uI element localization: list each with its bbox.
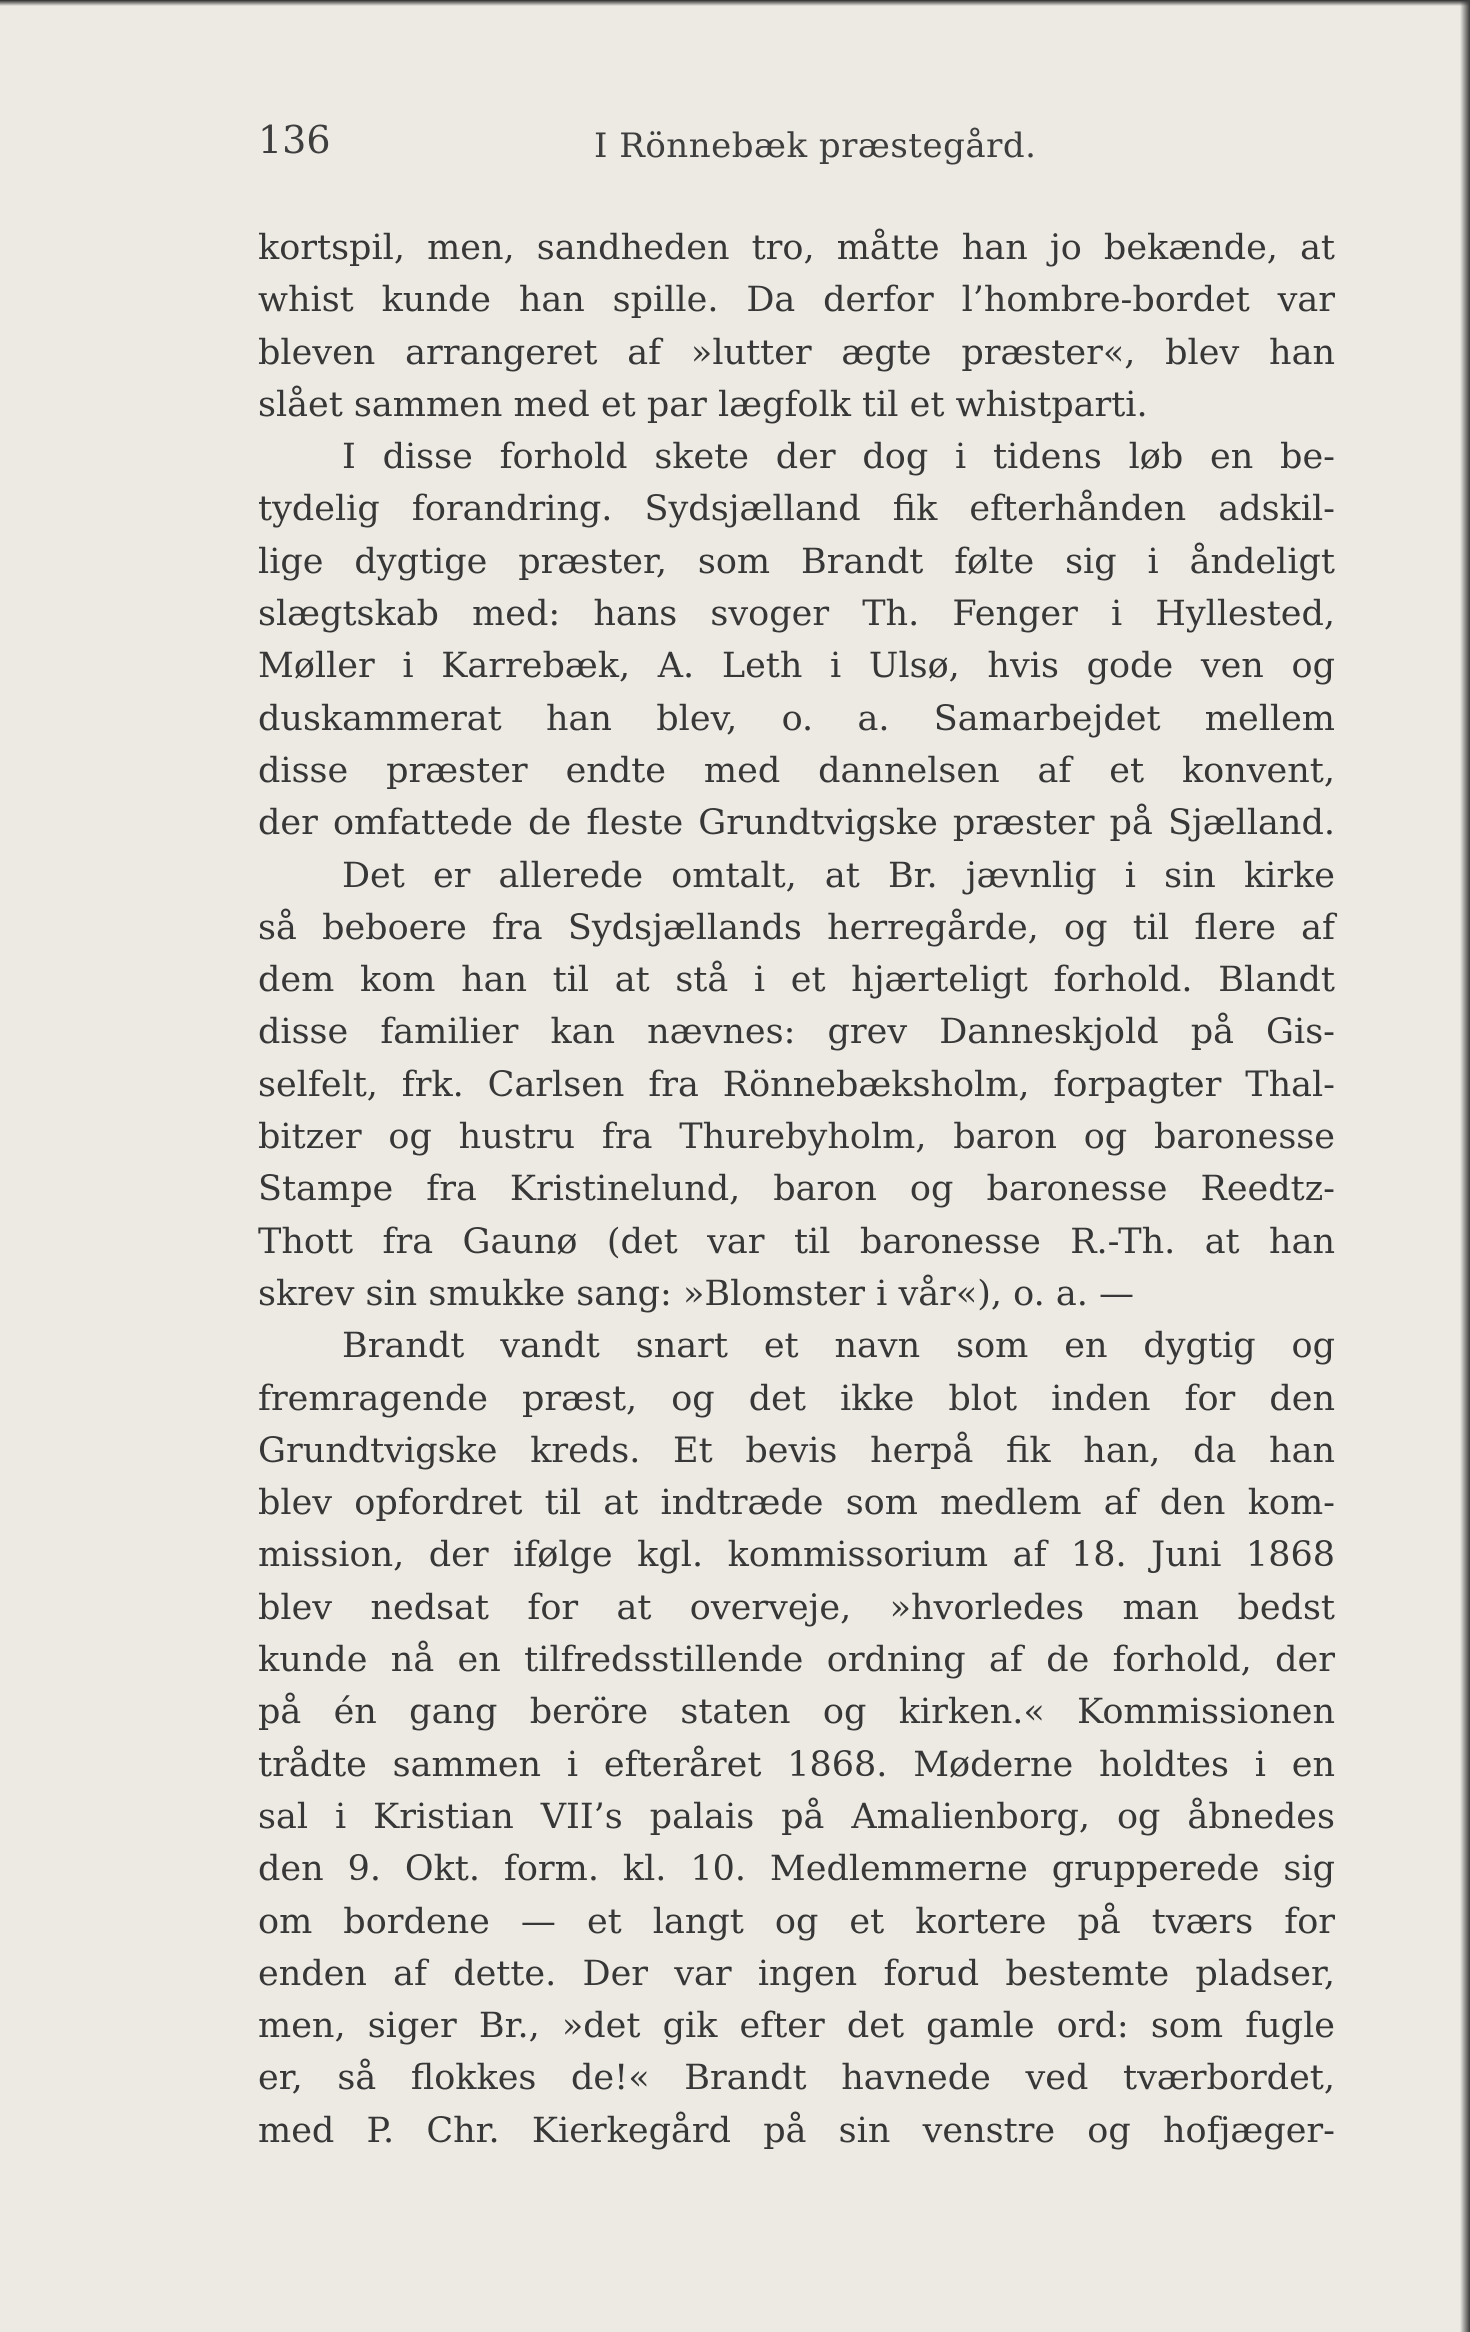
text-line: slægtskab med: hans svoger Th. Fenger i Hyllested, bbox=[258, 594, 1335, 635]
text-line: bitzer og hustru fra Thurebyholm, baron og baronesse bbox=[258, 1117, 1335, 1158]
text-line: trådte sammen i efteråret 1868. Møderne holdtes i en bbox=[258, 1744, 1335, 1785]
scan-right-edge bbox=[1460, 0, 1470, 2332]
text-line: I disse forhold skete der dog i tidens løb en be- bbox=[342, 437, 1335, 478]
text-line: lige dygtige præster, som Brandt følte sig i åndeligt bbox=[258, 541, 1335, 582]
page-number: 136 bbox=[258, 118, 331, 162]
text-line: Grundtvigske kreds. Et bevis herpå fik han, da han bbox=[258, 1430, 1335, 1471]
text-line: mission, der ifølge kgl. kommissorium af 18. Juni 1868 bbox=[258, 1535, 1335, 1576]
text-line: den 9. Okt. form. kl. 10. Medlemmerne grupperede sig bbox=[258, 1849, 1335, 1890]
text-line: Stampe fra Kristinelund, baron og baronesse Reedtz- bbox=[258, 1169, 1335, 1210]
text-line: på én gang beröre staten og kirken.« Kommissionen bbox=[258, 1692, 1335, 1733]
text-line: men, siger Br., »det gik efter det gamle ord: som fugle bbox=[258, 2006, 1335, 2047]
text-line: dem kom han til at stå i et hjærteligt forhold. Blandt bbox=[258, 960, 1335, 1001]
text-line: så beboere fra Sydsjællands herregårde, og til flere af bbox=[258, 907, 1335, 948]
body-text bbox=[258, 222, 1335, 2157]
text-line: kortspil, men, sandheden tro, måtte han jo bekænde, at bbox=[258, 228, 1335, 268]
text-line: Møller i Karrebæk, A. Leth i Ulsø, hvis gode ven og bbox=[258, 646, 1335, 687]
text-line: bleven arrangeret af »lutter ægte præster«, blev han bbox=[258, 332, 1335, 373]
text-line: selfelt, frk. Carlsen fra Rönnebæksholm, forpagter Thal- bbox=[258, 1064, 1335, 1105]
text-line: om bordene — et langt og et kortere på tværs for bbox=[258, 1901, 1335, 1942]
page-header bbox=[258, 118, 1318, 178]
text-line: der omfattede de fleste Grundtvigske præster på Sjælland. bbox=[258, 803, 1335, 844]
text-line: skrev sin smukke sang: »Blomster i vår«), o. a. — bbox=[258, 1273, 1134, 1314]
text-line: whist kunde han spille. Da derfor l’hombre-bordet var bbox=[258, 280, 1335, 321]
scan-top-edge bbox=[0, 0, 1470, 6]
text-line: Brandt vandt snart et navn som en dygtig og bbox=[342, 1326, 1335, 1367]
text-line: enden af dette. Der var ingen forud bestemte pladser, bbox=[258, 1953, 1335, 1994]
text-line: duskammerat han blev, o. a. Samarbejdet mellem bbox=[258, 698, 1335, 739]
text-line: sal i Kristian VII’s palais på Amalienborg, og åbnedes bbox=[258, 1796, 1335, 1837]
text-line: blev nedsat for at overveje, »hvorledes man bedst bbox=[258, 1587, 1335, 1628]
text-line: Thott fra Gaunø (det var til baronesse R.-Th. at han bbox=[258, 1221, 1335, 1262]
text-line: disse præster endte med dannelsen af et konvent, bbox=[258, 750, 1335, 791]
text-line: Det er allerede omtalt, at Br. jævnlig i sin kirke bbox=[342, 855, 1335, 896]
text-line: fremragende præst, og det ikke blot inden for den bbox=[258, 1378, 1335, 1419]
text-line: disse familier kan nævnes: grev Danneskjold på Gis- bbox=[258, 1012, 1335, 1053]
text-line: med P. Chr. Kierkegård på sin venstre og hofjæger- bbox=[258, 2110, 1335, 2151]
text-line: kunde nå en tilfredsstillende ordning af de forhold, der bbox=[258, 1640, 1335, 1681]
text-line: tydelig forandring. Sydsjælland fik efterhånden adskil- bbox=[258, 489, 1335, 530]
text-line: slået sammen med et par lægfolk til et whistparti. bbox=[258, 384, 1148, 425]
text-line: blev opfordret til at indtræde som medlem af den kom- bbox=[258, 1483, 1335, 1524]
text-line: er, så flokkes de!« Brandt havnede ved tværbordet, bbox=[258, 2058, 1335, 2099]
running-title: I Rönnebæk præstegård. bbox=[594, 126, 1037, 166]
